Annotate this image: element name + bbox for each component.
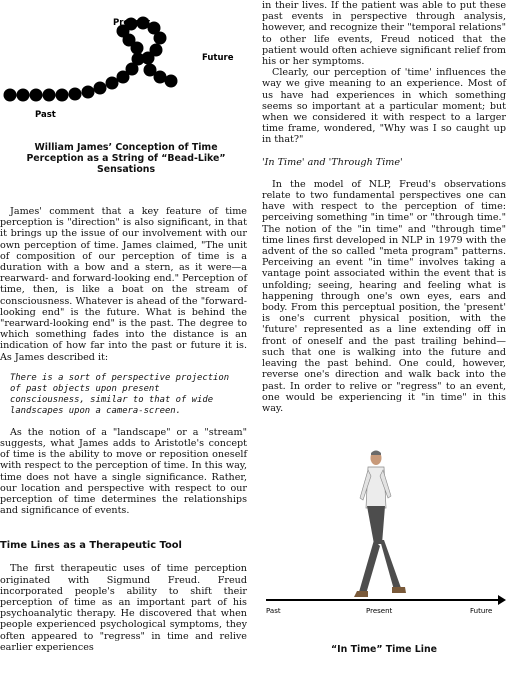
figure1-caption-line3: Sensations (96, 164, 156, 175)
right-paragraph-2: Clearly, our perception of 'time' influences the way we give meaning to an experience. Most of us have had experiences in which something seems so important at a particular moment; but when we considered it with respect to a larger time frame, wondered, "Why was I so caught up in that?" (262, 67, 506, 146)
timeline-label-present: Present (366, 607, 393, 615)
bead-label-future: Future (202, 53, 234, 63)
left-paragraph-3: The first therapeutic uses of time perception originated with Sigmund Freud. Freud incorporated people's ability to shift their perception of time as an important part of his psychoanalytic therapy. He discovered that when people experienced psychological symptoms, they often appeared to "regress" in time and relive earlier experiences (0, 563, 247, 653)
bead-string (4, 17, 178, 102)
timeline-label-future: Future (470, 607, 493, 615)
timeline-caption: “In Time” Time Line (331, 644, 437, 655)
left-column (0, 206, 247, 653)
figure1-caption (16, 142, 236, 175)
james-quote: There is a sort of perspective projection of past objects upon present consciousness, similar to that of wide landscapes upon a camera-screen. (10, 372, 230, 416)
right-paragraph-1: in their lives. If the patient was able to put these past events in perspective through analysis, however, and recognize their "temporal relations" to other life events, Freud noticed that the patient would often achieve significant relief from his or her symptoms. (262, 0, 506, 68)
left-paragraph-2: As the notion of a "landscape" or a "stream" suggests, what James adds to Aristotle's concept of time is the ability to move or reposition oneself with respect to the perception of time. In this way, time does not have a single significance. Rather, our location and perspective with respect to our perception of time determines the relationships and significance of events. (0, 426, 247, 517)
figure1-caption-line2: Perception as a String of “Bead-Like” (26, 153, 226, 164)
bead-label-past: Past (35, 110, 56, 120)
timeline-label-past: Past (266, 607, 281, 615)
subheading: 'In Time' and 'Through Time' (262, 156, 403, 168)
bead-label-present: Present (113, 18, 151, 28)
walking-person (354, 451, 406, 598)
left-paragraph-1: James' comment that a key feature of time perception is "direction" is also significant, in that it brings up the issue of our involvement with our own perception of time. James claimed, "The unit of composition of our perception of time is a duration with a bow and a stern, as it were—a rearward- and forward-looking end." Perception of time, then, is like a boat on the stream of consciousness. Whatever is ahead of the "forward-looking end" is the future. What is behind the "rearward-looking end" is the past. The degree to which something fades into the distance is an indication of how far into the past or future it is. As James described it: (0, 206, 247, 363)
timeline-figure (262, 440, 506, 620)
right-paragraph-3: In the model of NLP, Freud's observations relate to two fundamental perspectives one can have with respect to the perception of time: perceiving something "in time" or "through time." The notion of the "in time" and "through time" time lines first developed in NLP in 1979 with the advent of the so called "meta program" patterns. Perceiving an event "in time" involves taking a vantage point associated within the event that is unfolding; seeing, hearing and feeling what is happening through one's own eyes, ears and body. From this perceptual position, the 'present' is one's current physical position, with the 'future' represented as a line extending off in front of oneself and the past trailing behind—such that one is walking into the future and leaving the past behind. One could, however, reverse one's direction and walk back into the past. In order to relive or "regress" to an event, one would be experiencing it "in time" in this way. (262, 178, 506, 414)
bead-string-figure (0, 10, 250, 140)
timeline-arrowhead (498, 595, 506, 605)
right-column (262, 0, 506, 414)
figure1-caption-line1: William James’ Conception of Time (34, 142, 218, 153)
section-heading: Time Lines as a Therapeutic Tool (0, 540, 182, 552)
